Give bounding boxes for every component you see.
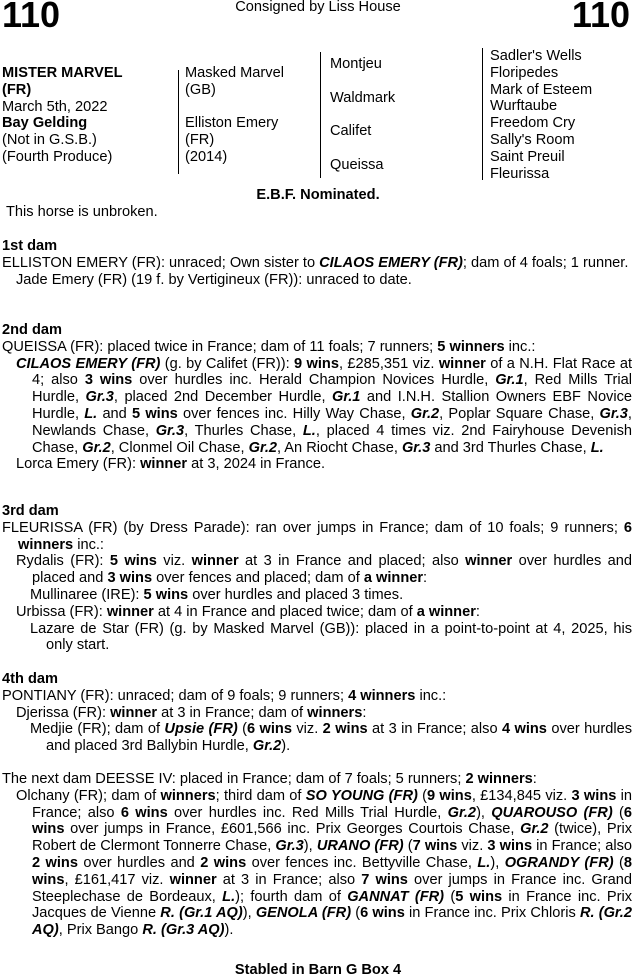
divider-3: [482, 48, 483, 180]
pedigree-table: [0, 48, 636, 182]
gen3-col: [490, 48, 592, 182]
gen2-1: Montjeu: [330, 56, 382, 72]
third-dam-p1: Rydalis (FR): 5 wins viz. winner at 3 in France and placed; also winner over hurdles and placed and 3 wins over fences and placed; dam of a winner:: [16, 553, 633, 587]
first-dam-section: [2, 238, 632, 288]
third-dam-p2a: Lazare de Star (FR) (g. by Masked Marvel (GB)): placed in a point-to-point at 4, 2025, his only start.: [30, 620, 632, 654]
dam-year: (2014): [185, 148, 228, 165]
horse-country: (FR): [2, 81, 32, 98]
third-dam-heading: 3rd dam: [2, 503, 59, 519]
gen2-3: Califet: [330, 123, 372, 139]
fourth-dam-section: [2, 671, 632, 755]
fourth-dam-p1a: Medjie (FR); dam of Upsie (FR) (6 wins viz. 2 wins at 3 in France; also 4 wins over hurdles and placed 3rd Ballybin Hurdle, Gr.2).: [30, 721, 633, 755]
lot-number-right: 110: [571, 0, 630, 35]
gen3-2: Floripedes: [490, 64, 559, 81]
produce-note: (Fourth Produce): [2, 148, 113, 165]
gsb-status: (Not in G.S.B.): [2, 132, 97, 149]
horse-name: MISTER MARVEL: [2, 65, 123, 81]
second-dam-intro: QUEISSA (FR): placed twice in France; dam of 11 foals; 7 runners; 5 winners inc.:: [2, 338, 536, 355]
unbroken-note: This horse is unbroken.: [6, 204, 158, 220]
first-dam-line: ELLISTON EMERY (FR): unraced; Own sister to CILAOS EMERY (FR); dam of 4 foals; 1 runner.: [2, 254, 629, 271]
divider-2: [320, 52, 321, 178]
dam-name: Elliston Emery: [185, 115, 279, 131]
ebf-nominated: E.B.F. Nominated.: [256, 187, 380, 203]
dam-cell: [185, 115, 278, 165]
stabled-location: Stabled in Barn G Box 4: [234, 962, 402, 978]
second-dam-p2: Lorca Emery (FR): winner at 3, 2024 in France.: [16, 456, 326, 473]
second-dam-section: [2, 322, 632, 473]
fourth-dam-intro: PONTIANY (FR): unraced; dam of 9 foals; 9 runners; 4 winners inc.:: [2, 687, 447, 704]
third-dam-p1a: Mullinaree (IRE): 5 wins over hurdles and placed 3 times.: [30, 586, 404, 603]
gen3-3: Mark of Esteem: [490, 81, 593, 98]
gen3-4: Wurftaube: [490, 98, 558, 115]
sire-name: Masked Marvel: [185, 65, 284, 81]
fourth-dam-p1: Djerissa (FR): winner at 3 in France; dam of winners:: [16, 704, 367, 721]
third-dam-p2: Urbissa (FR): winner at 4 in France and placed twice; dam of a winner:: [16, 603, 480, 620]
gen2-col: [330, 56, 395, 190]
next-dam-intro: The next dam DEESSE IV: placed in France; dam of 7 foals; 5 runners; 2 winners:: [2, 771, 537, 787]
second-dam-heading: 2nd dam: [2, 322, 63, 338]
consignor: Consigned by Liss House: [235, 0, 401, 15]
sire-country: (GB): [185, 81, 216, 98]
sire-cell: [185, 65, 284, 99]
gen2-4: Queissa: [330, 156, 384, 173]
gen3-1: Sadler's Wells: [490, 48, 582, 64]
foaled-date: March 5th, 2022: [2, 98, 108, 115]
fourth-dam-heading: 4th dam: [2, 671, 58, 687]
horse-info: [2, 65, 123, 166]
third-dam-intro: FLEURISSA (FR) (by Dress Parade): ran over jumps in France; dam of 10 foals; 9 runners; 6 winners inc.:: [2, 519, 632, 553]
next-dam-p1: Olchany (FR); dam of winners; third dam of SO YOUNG (FR) (9 wins, £134,845 viz. 3 wins in France; also 6 wins over hurdles inc. Red Mills Trial Hurdle, Gr.2), QUAROUSO (FR) (6 wins over jumps in France, £601,566 inc. Prix Georges Courtois Chase, Gr.2 (twice), Prix Robert de Clermont Tonnerre Chase, Gr.3), URANO (FR) (7 wins viz. 3 wins in France; also 2 wins over hurdles and 2 wins over fences inc. Bettyville Chase, L.), OGRANDY (FR) (8 wins, £161,417 viz. winner at 3 in France; also 7 wins over jumps in France inc. Grand Steeplechase de Bordeaux, L.); fourth dam of GANNAT (FR) (5 wins in France inc. Prix Jacques de Vienne R. (Gr.1 AQ)), GENOLA (FR) (6 wins in France inc. Prix Chloris R. (Gr.2 AQ), Prix Bango R. (Gr.3 AQ)).: [16, 787, 633, 939]
gen2-2: Waldmark: [330, 89, 396, 106]
gen3-7: Saint Preuil: [490, 148, 565, 165]
third-dam-section: [2, 503, 632, 654]
gen3-6: Sally's Room: [490, 131, 575, 148]
first-dam-heading: 1st dam: [2, 238, 58, 254]
gen3-8: Fleurissa: [490, 165, 550, 182]
gen3-5: Freedom Cry: [490, 115, 576, 132]
second-dam-p1: CILAOS EMERY (FR) (g. by Califet (FR)): 9 wins, £285,351 viz. winner of a N.H. Flat Race at 4; also 3 wins over hurdles inc. Herald Champion Novices Hurdle, Gr.1, Red Mills Trial Hurdle, Gr.3, placed 2nd December Hurdle, Gr.1 and I.N.H. Stallion Owners EBF Novice Hurdle, L. and 5 wins over fences inc. Hilly Way Chase, Gr.2, Poplar Square Chase, Gr.3, Newlands Chase, Gr.3, Thurles Chase, L., placed 4 times viz. 2nd Fairyhouse Devenish Chase, Gr.2, Clonmel Oil Chase, Gr.2, An Riocht Chase, Gr.3 and 3rd Thurles Chase, L.: [16, 355, 633, 456]
next-dam-section: [2, 771, 632, 939]
dam-country: (FR): [185, 131, 215, 148]
horse-type: Bay Gelding: [2, 115, 88, 132]
divider-1: [178, 70, 179, 174]
lot-number-left: 110: [2, 0, 61, 35]
first-dam-produce: Jade Emery (FR) (19 f. by Vertigineux (FR)): unraced to date.: [16, 271, 412, 288]
